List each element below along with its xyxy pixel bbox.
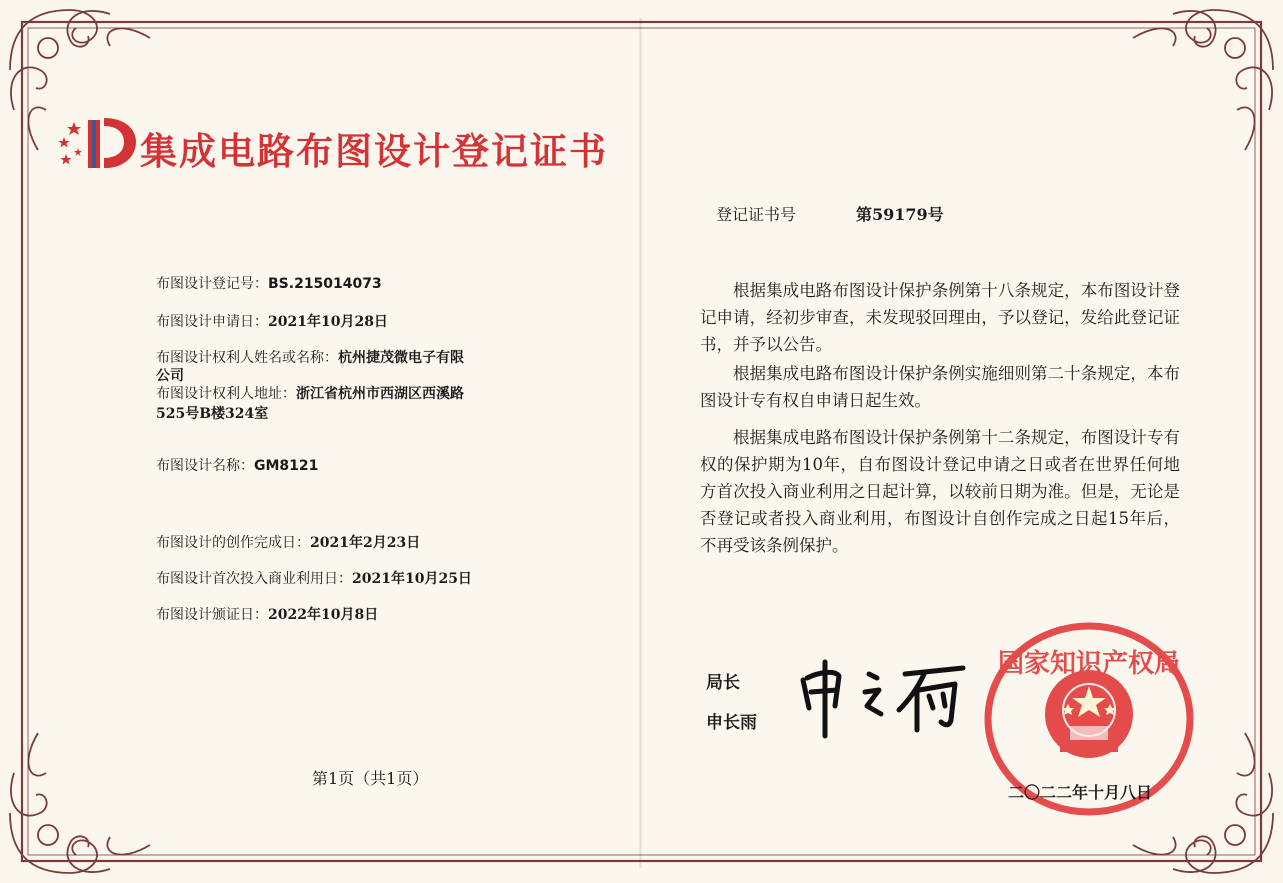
field-label: 布图设计登记号： (156, 276, 268, 292)
field-value: 浙江省杭州市西湖区西溪路 (296, 386, 464, 402)
field-value: 杭州捷茂微电子有限 (338, 350, 464, 366)
field-label: 布图设计权利人姓名或名称： (156, 350, 338, 366)
cert-number-label: 登记证书号 (716, 205, 797, 224)
field-label: 布图设计颁证日： (156, 607, 268, 623)
rights-holder-field (156, 350, 464, 366)
seal-text: 国家知识产权局 (997, 649, 1181, 679)
paragraph-article-20: 根据集成电路布图设计保护条例实施细则第二十条规定，本布图设计专有权自申请日起生效。 (700, 364, 1180, 410)
field-label: 布图设计首次投入商业利用日： (156, 571, 352, 587)
field-value: 2022年10月8日 (268, 607, 379, 623)
paragraph-article-18: 根据集成电路布图设计保护条例第十八条规定，本布图设计登记申请，经初步审查，未发现驳回理由，予以登记，发给此登记证书，并予以公告。 (700, 281, 1180, 354)
field-value: GM8121 (254, 458, 319, 474)
field-label: 布图设计申请日： (156, 314, 268, 330)
field-value: 2021年10月28日 (268, 314, 388, 330)
director-name: 申长雨 (706, 713, 757, 733)
director-title: 局长 (706, 673, 740, 693)
design-name-field (156, 458, 318, 474)
field-label: 布图设计的创作完成日： (156, 535, 310, 551)
field-value: 2021年10月25日 (352, 571, 472, 587)
certificate-title: 集成电路布图设计登记证书 (140, 129, 608, 173)
paragraph-article-12: 根据集成电路布图设计保护条例第十二条规定，布图设计专有权的保护期为10年，自布图设计登记申请之日或者在世界任何地方首次投入商业利用之日起计算，以较前日期为准。但是，无论是否登记或者投入商业利用，布图设计自创作完成之日起15年后，不再受该条例保护。 (700, 428, 1180, 555)
rights-holder-value-cont: 公司 (156, 368, 184, 384)
rights-holder-address-cont: 525号B楼324室 (156, 406, 269, 422)
application-date-field (156, 314, 388, 330)
field-label: 布图设计权利人地址： (156, 386, 296, 402)
rights-holder-address-field (156, 386, 464, 402)
field-value: 2021年2月23日 (310, 535, 421, 551)
page-footer: 第1页（共1页） (312, 769, 429, 788)
ic-layout-emblem-icon (54, 112, 136, 174)
center-fold (639, 18, 642, 868)
issue-date-text: 二〇二二年十月八日 (1008, 783, 1153, 802)
cert-number-value: 第59179号 (856, 205, 944, 224)
field-value: BS.215014073 (268, 276, 382, 292)
field-label: 布图设计名称： (156, 458, 254, 474)
first-commercial-use-date-field (156, 571, 472, 587)
creation-date-field (156, 535, 420, 551)
issue-date-field (156, 607, 378, 623)
registration-number-field (156, 276, 382, 292)
director-signature (795, 650, 970, 740)
